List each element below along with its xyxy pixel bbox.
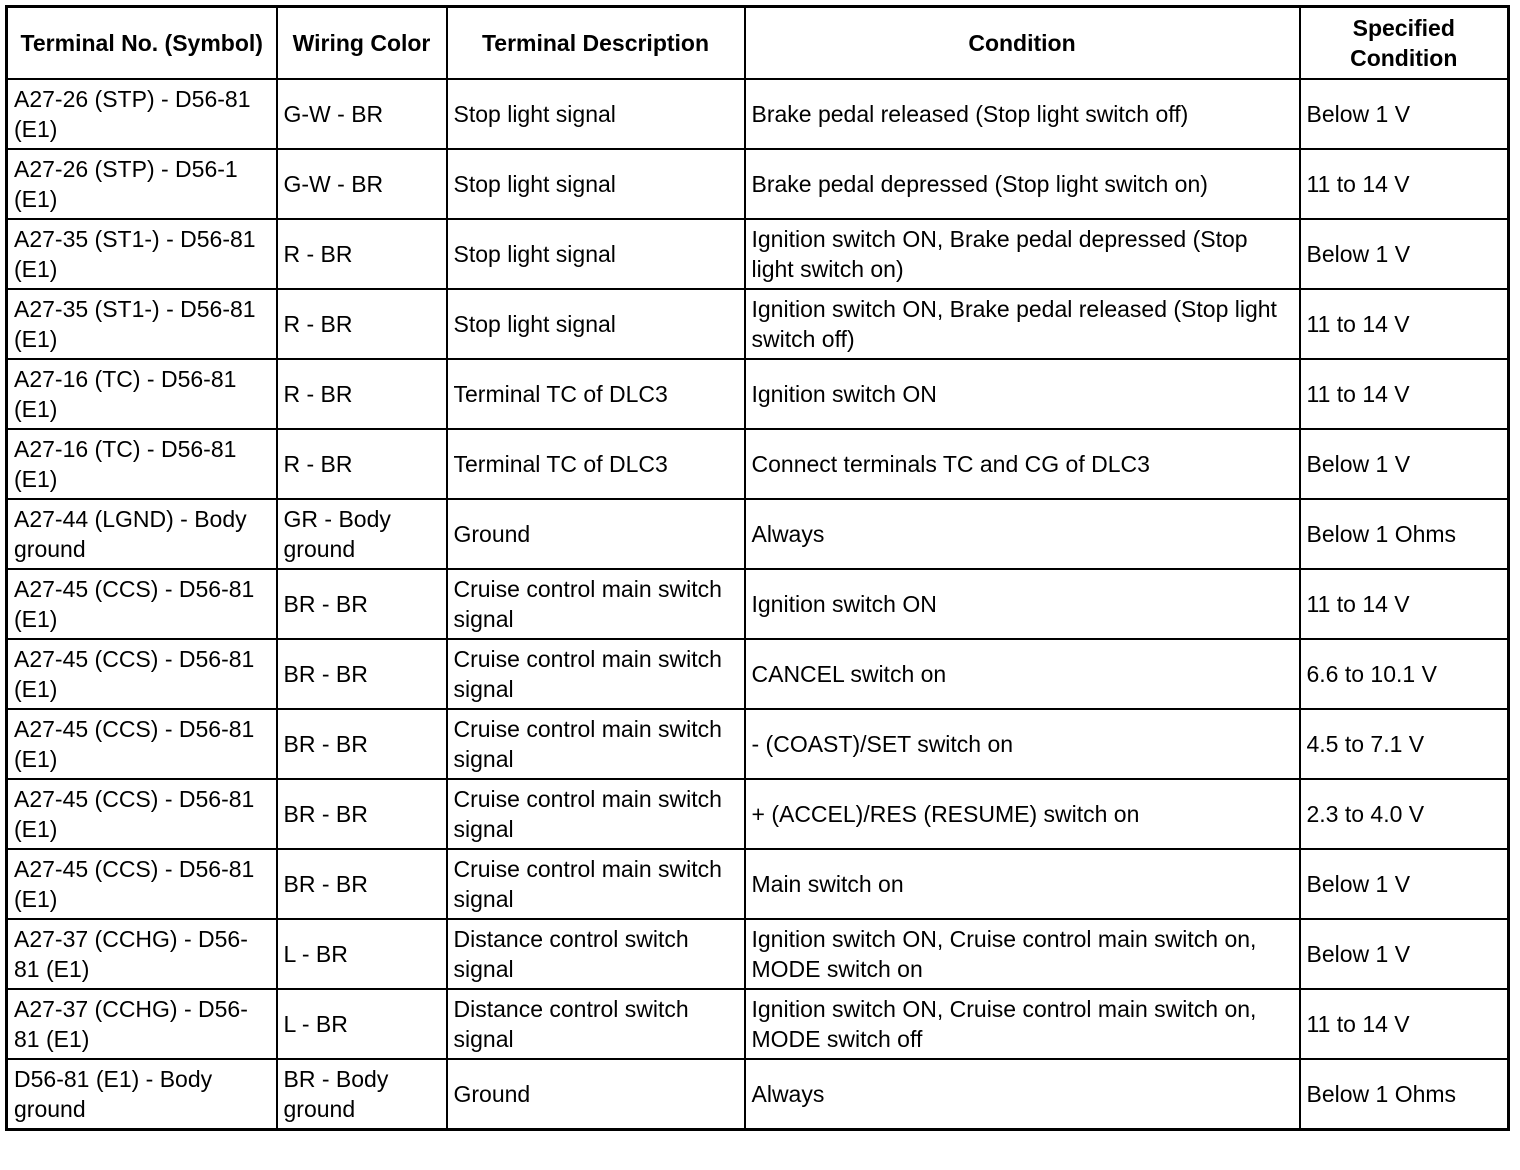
cell-specified-condition: 11 to 14 V xyxy=(1300,989,1509,1059)
cell-wiring-color: R - BR xyxy=(277,359,447,429)
cell-terminal-no: A27-45 (CCS) - D56-81 (E1) xyxy=(7,779,277,849)
table-row xyxy=(7,499,1509,569)
cell-terminal-description: Cruise control main switch signal xyxy=(447,779,745,849)
cell-terminal-description: Cruise control main switch signal xyxy=(447,709,745,779)
table-row xyxy=(7,709,1509,779)
cell-wiring-color: BR - BR xyxy=(277,639,447,709)
header-terminal-description: Terminal Description xyxy=(447,7,745,80)
cell-specified-condition: 6.6 to 10.1 V xyxy=(1300,639,1509,709)
cell-wiring-color: R - BR xyxy=(277,219,447,289)
table-row xyxy=(7,849,1509,919)
cell-terminal-no: A27-45 (CCS) - D56-81 (E1) xyxy=(7,639,277,709)
table-row xyxy=(7,359,1509,429)
cell-wiring-color: BR - Body ground xyxy=(277,1059,447,1130)
cell-terminal-no: A27-16 (TC) - D56-81 (E1) xyxy=(7,359,277,429)
cell-specified-condition: 11 to 14 V xyxy=(1300,359,1509,429)
cell-condition: - (COAST)/SET switch on xyxy=(745,709,1300,779)
cell-terminal-no: A27-44 (LGND) - Body ground xyxy=(7,499,277,569)
cell-specified-condition: Below 1 V xyxy=(1300,219,1509,289)
cell-wiring-color: G-W - BR xyxy=(277,79,447,149)
cell-terminal-description: Distance control switch signal xyxy=(447,989,745,1059)
cell-wiring-color: BR - BR xyxy=(277,569,447,639)
cell-condition: Brake pedal depressed (Stop light switch on) xyxy=(745,149,1300,219)
cell-terminal-no: A27-35 (ST1-) - D56-81 (E1) xyxy=(7,289,277,359)
cell-terminal-description: Cruise control main switch signal xyxy=(447,569,745,639)
table-row xyxy=(7,569,1509,639)
cell-condition: Brake pedal released (Stop light switch off) xyxy=(745,79,1300,149)
cell-terminal-no: A27-45 (CCS) - D56-81 (E1) xyxy=(7,709,277,779)
cell-terminal-no: A27-16 (TC) - D56-81 (E1) xyxy=(7,429,277,499)
cell-terminal-description: Ground xyxy=(447,499,745,569)
cell-terminal-description: Stop light signal xyxy=(447,149,745,219)
header-wiring-color: Wiring Color xyxy=(277,7,447,80)
cell-wiring-color: R - BR xyxy=(277,289,447,359)
cell-specified-condition: 11 to 14 V xyxy=(1300,289,1509,359)
cell-specified-condition: Below 1 V xyxy=(1300,919,1509,989)
cell-specified-condition: 11 to 14 V xyxy=(1300,569,1509,639)
cell-terminal-no: A27-37 (CCHG) - D56-81 (E1) xyxy=(7,919,277,989)
cell-terminal-no: A27-35 (ST1-) - D56-81 (E1) xyxy=(7,219,277,289)
cell-condition: Always xyxy=(745,1059,1300,1130)
cell-condition: Ignition switch ON xyxy=(745,569,1300,639)
cell-terminal-no: A27-45 (CCS) - D56-81 (E1) xyxy=(7,569,277,639)
cell-wiring-color: BR - BR xyxy=(277,709,447,779)
cell-condition: Always xyxy=(745,499,1300,569)
cell-terminal-no: A27-26 (STP) - D56-1 (E1) xyxy=(7,149,277,219)
header-specified-condition: Specified Condition xyxy=(1300,7,1509,80)
cell-condition: Ignition switch ON, Brake pedal depressed (Stop light switch on) xyxy=(745,219,1300,289)
cell-specified-condition: 11 to 14 V xyxy=(1300,149,1509,219)
table-row xyxy=(7,289,1509,359)
cell-wiring-color: GR - Body ground xyxy=(277,499,447,569)
cell-condition: CANCEL switch on xyxy=(745,639,1300,709)
cell-terminal-description: Distance control switch signal xyxy=(447,919,745,989)
table-row xyxy=(7,1059,1509,1130)
table-row xyxy=(7,639,1509,709)
cell-specified-condition: Below 1 V xyxy=(1300,429,1509,499)
cell-wiring-color: BR - BR xyxy=(277,779,447,849)
cell-wiring-color: L - BR xyxy=(277,989,447,1059)
table-row xyxy=(7,779,1509,849)
cell-terminal-no: A27-37 (CCHG) - D56-81 (E1) xyxy=(7,989,277,1059)
cell-wiring-color: L - BR xyxy=(277,919,447,989)
cell-terminal-no: A27-26 (STP) - D56-81 (E1) xyxy=(7,79,277,149)
cell-terminal-description: Terminal TC of DLC3 xyxy=(447,429,745,499)
cell-condition: Ignition switch ON, Brake pedal released (Stop light switch off) xyxy=(745,289,1300,359)
cell-terminal-description: Ground xyxy=(447,1059,745,1130)
cell-wiring-color: R - BR xyxy=(277,429,447,499)
table-row xyxy=(7,919,1509,989)
table-row xyxy=(7,79,1509,149)
cell-specified-condition: Below 1 Ohms xyxy=(1300,1059,1509,1130)
cell-condition: Main switch on xyxy=(745,849,1300,919)
cell-condition: Connect terminals TC and CG of DLC3 xyxy=(745,429,1300,499)
cell-specified-condition: Below 1 V xyxy=(1300,849,1509,919)
cell-terminal-description: Stop light signal xyxy=(447,219,745,289)
table-row xyxy=(7,219,1509,289)
cell-wiring-color: BR - BR xyxy=(277,849,447,919)
cell-condition: Ignition switch ON xyxy=(745,359,1300,429)
cell-wiring-color: G-W - BR xyxy=(277,149,447,219)
cell-specified-condition: 4.5 to 7.1 V xyxy=(1300,709,1509,779)
table-row xyxy=(7,989,1509,1059)
table-row xyxy=(7,149,1509,219)
terminal-inspection-table xyxy=(5,5,1510,1131)
cell-terminal-description: Stop light signal xyxy=(447,79,745,149)
table-header-row xyxy=(7,7,1509,80)
table-row xyxy=(7,429,1509,499)
cell-specified-condition: Below 1 Ohms xyxy=(1300,499,1509,569)
header-condition: Condition xyxy=(745,7,1300,80)
cell-condition: Ignition switch ON, Cruise control main switch on, MODE switch on xyxy=(745,919,1300,989)
cell-terminal-description: Cruise control main switch signal xyxy=(447,639,745,709)
cell-terminal-no: A27-45 (CCS) - D56-81 (E1) xyxy=(7,849,277,919)
cell-terminal-description: Cruise control main switch signal xyxy=(447,849,745,919)
cell-condition: Ignition switch ON, Cruise control main switch on, MODE switch off xyxy=(745,989,1300,1059)
cell-specified-condition: Below 1 V xyxy=(1300,79,1509,149)
cell-terminal-no: D56-81 (E1) - Body ground xyxy=(7,1059,277,1130)
cell-condition: + (ACCEL)/RES (RESUME) switch on xyxy=(745,779,1300,849)
header-terminal-no: Terminal No. (Symbol) xyxy=(7,7,277,80)
cell-terminal-description: Stop light signal xyxy=(447,289,745,359)
terminal-table-container xyxy=(5,5,1507,1131)
cell-terminal-description: Terminal TC of DLC3 xyxy=(447,359,745,429)
cell-specified-condition: 2.3 to 4.0 V xyxy=(1300,779,1509,849)
